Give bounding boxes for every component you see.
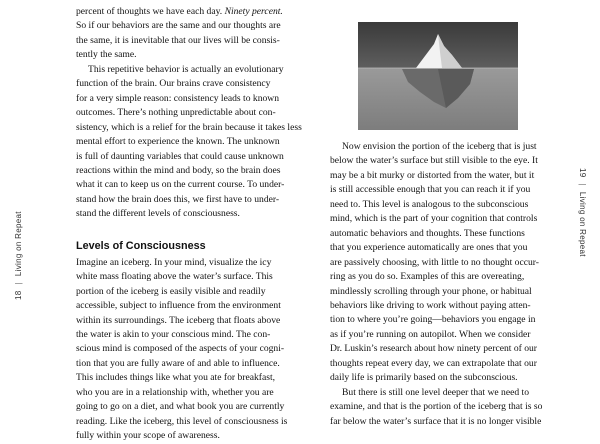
- text-line: that you experience automatically are ones that you: [330, 242, 528, 254]
- text-line: going to go on a diet, and what book you are currently: [76, 401, 285, 413]
- text-line: stand the different levels of consciousness.: [76, 208, 240, 220]
- section-heading: Levels of Consciousness: [76, 240, 206, 253]
- text-line: mental effort to experience the known. The unknown: [76, 136, 280, 148]
- text-line: need to. This level is analogous to the subconscious: [330, 198, 529, 210]
- text-line: fully within your scope of awareness.: [76, 430, 220, 442]
- text-line: the same, it is inevitable that our lives will be consis-: [76, 34, 280, 46]
- left-running-head-title: Living on Repeat: [14, 211, 23, 277]
- left-body-text: [76, 5, 302, 444]
- text-line: tion to where you’re going—behaviors you engage in: [330, 314, 536, 326]
- text-line: Dr. Luskin’s research about how ninety percent of our: [330, 343, 538, 355]
- text-line: scious mind is composed of the aspects of your cogni-: [76, 343, 285, 355]
- text-line: This includes things like what you ate for breakfast,: [76, 372, 276, 384]
- text-line: automatic behaviors and thoughts. These functions: [330, 227, 525, 239]
- text-line: sistency, which is a relief for the brain because it takes less: [76, 121, 302, 133]
- text-line: mindlessly scrolling through your phone, or habitual: [330, 285, 532, 297]
- text-line: the water is akin to your conscious mind. The con-: [76, 328, 271, 340]
- text-line: below the water’s surface but still visible to the eye. It: [330, 155, 538, 167]
- text-line: daily life is primarily based on the subconscious.: [330, 372, 518, 384]
- text-line: examine, and that is the portion of the iceberg that is so: [330, 401, 543, 413]
- text-line: thoughts repeat every day, we can extrapolate that our: [330, 357, 537, 369]
- running-head-separator: |: [14, 282, 23, 285]
- text-line: So if our behaviors are the same and our thoughts are: [76, 20, 281, 32]
- text-line: But there is still one level deeper that we need to: [342, 386, 530, 398]
- running-head-separator: |: [578, 183, 587, 186]
- text-line: outcomes. There’s nothing unpredictable about con-: [76, 107, 276, 119]
- left-running-head: [14, 211, 23, 300]
- text-line: may be a bit murky or distorted from the water, but it: [330, 169, 535, 181]
- text-line: ring as you do so. Examples of this are overeating,: [330, 271, 525, 283]
- text-line: stand how the brain does this, we first have to under-: [76, 193, 280, 205]
- text-line: function of the brain. Our brains crave consistency: [76, 78, 271, 90]
- text-line: reactions within the mind and body, so the brain does: [76, 164, 281, 176]
- text-line: Now envision the portion of the iceberg that is just: [342, 141, 537, 152]
- right-page-number: 19: [578, 168, 587, 178]
- text-line: behaviors like driving to work without paying atten-: [330, 299, 531, 311]
- text-line: reading. Like the iceberg, this level of consciousness is: [76, 415, 288, 427]
- text-line: Imagine an iceberg. In your mind, visualize the icy: [76, 256, 272, 268]
- text-line: who you are in a relationship with, whether you are: [76, 386, 274, 398]
- text-line: mind, which is the part of your cognition that controls: [330, 213, 538, 225]
- iceberg-illustration: [358, 22, 518, 130]
- text-line: is full of daunting variables that could cause unknown: [76, 150, 284, 162]
- right-running-head: [578, 168, 587, 257]
- text-line: is still accessible enough that you can reach it if you: [330, 184, 531, 196]
- right-body-text: [330, 140, 543, 429]
- text-line: tently the same.: [76, 49, 137, 61]
- text-line: percent of thoughts we have each day. Ninety percent.: [76, 6, 283, 17]
- text-line: for a very simple reason: consistency leads to known: [76, 92, 280, 104]
- text-line: as if you’re running on autopilot. When we consider: [330, 328, 531, 340]
- text-line: what it can to keep us on the current course. To under-: [76, 179, 285, 191]
- emphasis-text: Ninety percent.: [224, 6, 283, 17]
- text-line: portion of the iceberg is easily visible and readily: [76, 285, 266, 297]
- text-line: This repetitive behavior is actually an evolutionary: [88, 63, 284, 75]
- right-running-head-title: Living on Repeat: [578, 191, 587, 257]
- left-page-number: 18: [14, 290, 23, 300]
- text-line: white mass floating above the water’s surface. This: [76, 271, 273, 283]
- text-line: accessible, subject to influence from the environment: [76, 300, 281, 312]
- text-line: tion that you are fully aware of and able to influence.: [76, 357, 280, 369]
- section-spacer: [76, 222, 272, 236]
- text-line: within its surroundings. The iceberg that floats above: [76, 314, 281, 326]
- text-line: are passively choosing, with little to no thought occur-: [330, 256, 539, 268]
- text-line: far below the water’s surface that it is no longer visible: [330, 415, 542, 427]
